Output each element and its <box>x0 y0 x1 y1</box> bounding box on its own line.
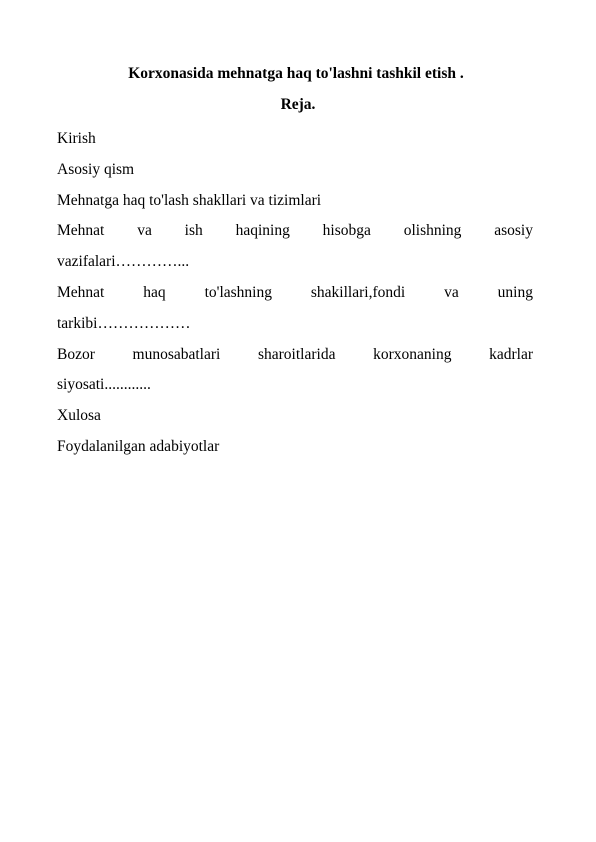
plan-item-main-part: Asosiy qism <box>57 160 135 178</box>
document-title: Korxonasida mehnatga haq to'lashni tashkil etish . <box>128 65 464 82</box>
word: va <box>444 283 459 301</box>
word: uning <box>497 283 533 301</box>
word: Mehnat <box>57 283 105 301</box>
plan-item-accounting-tasks-line2: vazifalari…………... <box>57 253 190 271</box>
plan-item-payment-forms: Mehnatga haq to'lash shakllari va tizimlari <box>57 191 322 209</box>
plan-item-payment-fund-line2: tarkibi……………… <box>57 314 191 332</box>
word: shakillari,fondi <box>310 283 406 301</box>
plan-item-personnel-policy-line1 <box>57 340 533 371</box>
word: hisobga <box>322 222 371 240</box>
word: ish <box>184 222 203 240</box>
plan-heading: Reja. <box>280 96 316 113</box>
word: korxonaning <box>373 345 452 363</box>
plan-list <box>57 124 533 463</box>
word: kadrlar <box>489 345 533 363</box>
word: Mehnat <box>57 222 105 240</box>
plan-item-payment-fund-line1 <box>57 278 533 309</box>
word: va <box>137 222 152 240</box>
plan-item-conclusion: Xulosa <box>57 407 101 425</box>
word: haqining <box>235 222 290 240</box>
word: to'lashning <box>204 283 272 301</box>
word: haq <box>143 283 166 301</box>
plan-item-accounting-tasks-line1 <box>57 216 533 247</box>
word: olishning <box>403 222 462 240</box>
word: munosabatlari <box>132 345 221 363</box>
plan-item-intro: Kirish <box>57 130 96 147</box>
word: sharoitlarida <box>257 345 336 363</box>
word: asosiy <box>494 222 533 240</box>
plan-item-personnel-policy-line2: siyosati............ <box>57 376 151 394</box>
plan-item-references: Foydalanilgan adabiyotlar <box>57 437 220 455</box>
word: Bozor <box>57 345 95 363</box>
